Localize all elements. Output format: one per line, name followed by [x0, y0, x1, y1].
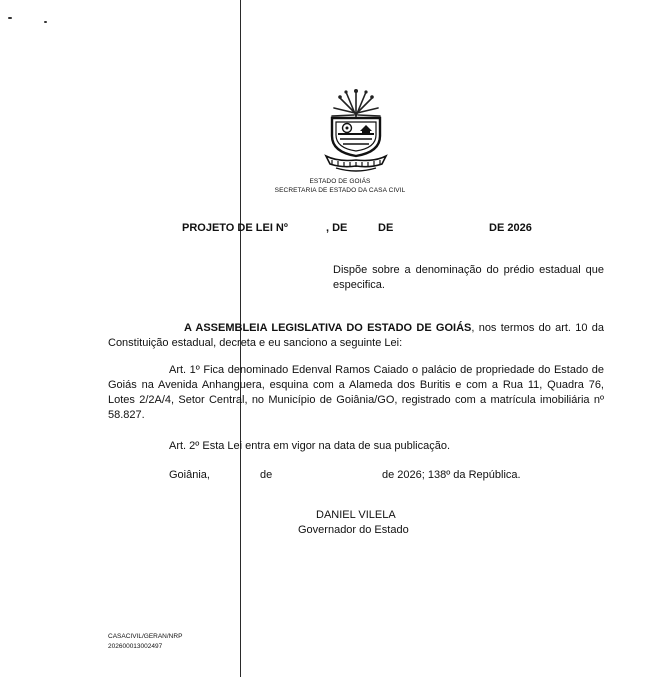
closing-date: de 2026; 138º da República.	[382, 469, 521, 481]
signatory-name: DANIEL VILELA	[316, 509, 396, 521]
bill-title-comma-de: , DE	[326, 222, 348, 234]
closing-de: de	[260, 469, 273, 481]
signatory-role: Governador do Estado	[298, 524, 409, 536]
state-name: ESTADO DE GOIÁS	[309, 178, 371, 185]
bill-title-prefix: PROJETO DE LEI Nº	[182, 222, 288, 234]
coat-of-arms-emblem	[318, 86, 394, 176]
footer-code: CASACIVIL/GERAN/NRP	[108, 633, 183, 640]
bill-title-year: DE 2026	[489, 222, 532, 234]
article-1: Art. 1º Fica denominado Edenval Ramos Caiado o palácio de propriedade do Estado de Goiás na Avenida Anhanguera, esquina com a Alameda dos Buritis e com a Rua 11, Quadra 76, Lotes 2/2A/4, Setor Central, no Município de Goiânia/GO, registrado com a matrícula imobiliária nº 58.827.	[108, 364, 604, 421]
preamble	[108, 321, 604, 351]
ementa: Dispõe sobre a denominação do prédio estadual que especifica.	[333, 264, 604, 291]
preamble-rest: , nos termos do art. 10 da Constituição estadual, decreta e eu sanciono a seguinte Lei:	[108, 322, 604, 349]
preamble-bold: A ASSEMBLEIA LEGISLATIVA DO ESTADO DE GOIÁS	[184, 322, 472, 334]
bill-title-de: DE	[378, 222, 394, 234]
article-2: Art. 2º Esta Lei entra em vigor na data de sua publicação.	[169, 440, 451, 452]
scan-mark	[8, 17, 12, 19]
department-name: SECRETARIA DE ESTADO DA CASA CIVIL	[274, 187, 406, 194]
scan-mark	[44, 21, 47, 23]
footer-number: 202600013002497	[108, 643, 163, 650]
closing-city: Goiânia,	[169, 469, 210, 481]
